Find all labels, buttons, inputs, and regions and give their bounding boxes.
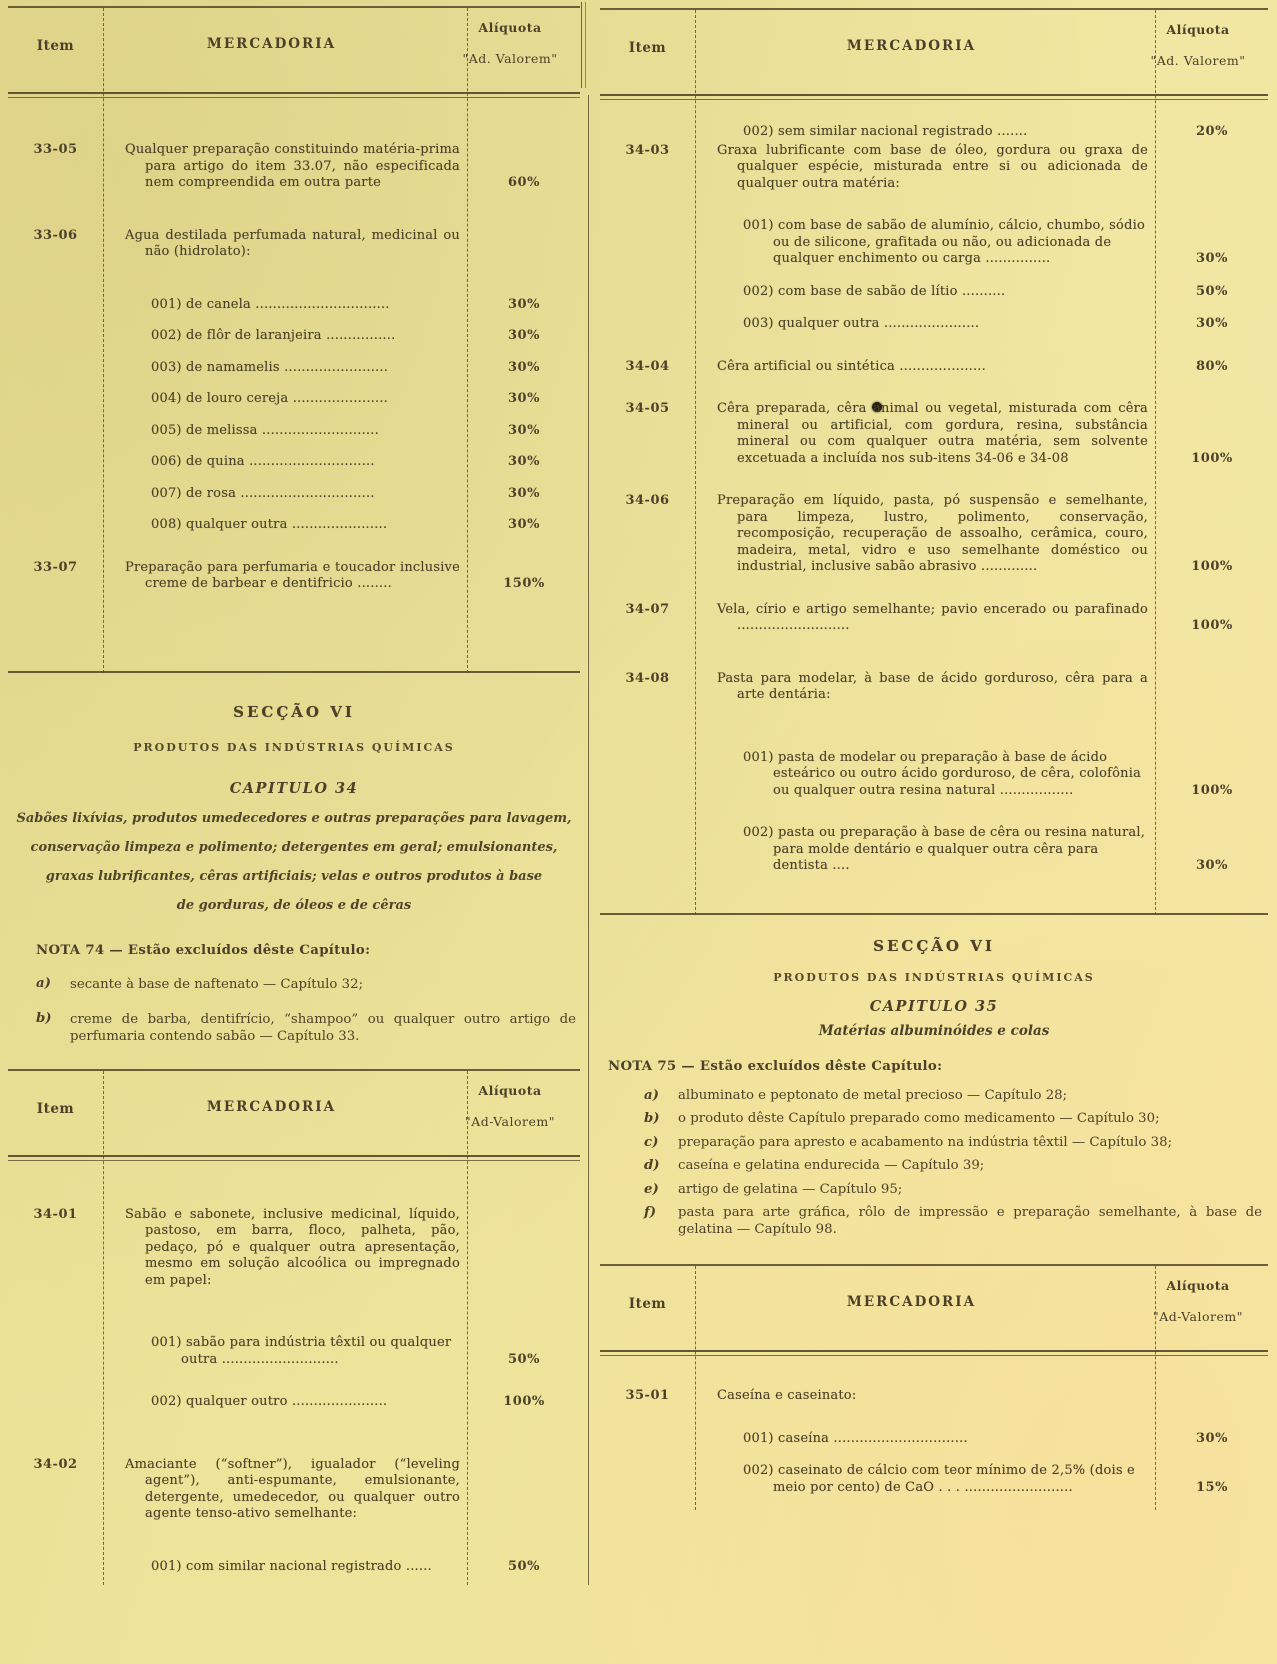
item-rate: 100% bbox=[1191, 782, 1233, 798]
item-rate: 30% bbox=[508, 454, 540, 469]
item-code: 34-06 bbox=[625, 493, 670, 508]
chapter-title: CAPITULO 35 bbox=[869, 997, 999, 1015]
table-row bbox=[600, 359, 1268, 376]
item-description: Cêra artificial ou sintética .................... bbox=[717, 358, 986, 374]
table-row bbox=[600, 143, 1268, 193]
table-row bbox=[8, 486, 580, 503]
item-rate: 60% bbox=[508, 175, 540, 190]
table-row bbox=[8, 360, 580, 377]
section-subtitle: PRODUTOS DAS INDÚSTRIAS QUÍMICAS bbox=[773, 970, 1095, 984]
item-rate: 30% bbox=[1196, 1430, 1228, 1446]
chapter-subtitle: Matérias albuminóides e colas bbox=[818, 1022, 1050, 1039]
item-rate: 30% bbox=[508, 422, 540, 438]
tariff-table-bottom-right bbox=[600, 1264, 1268, 1510]
nota-item-text: pasta para arte gráfica, rôlo de impressão e preparação semelhante, à base de gelatina — Capítulo 98. bbox=[678, 1205, 1262, 1237]
item-description: Cêra preparada, cêra animal ou vegetal, misturada com cêra mineral ou artificial, com gordura, resina, substância mineral ou com qualquer outra matéria, sem solvente excetuada a incluída nos sub-itens 34-06 e 34-08 bbox=[717, 401, 1148, 466]
header-aliquota: Alíquota "Ad-Valorem" bbox=[465, 1082, 555, 1129]
table-body bbox=[8, 1161, 580, 1586]
nota-item-label: b) bbox=[36, 1010, 52, 1026]
item-rate: 50% bbox=[508, 1558, 540, 1574]
subitem-description: 001) com base de sabão de alumínio, cálcio, chumbo, sódio ou de silicone, grafitada ou não, ou adicionada de qualquer enchimento ou carga ............... bbox=[743, 218, 1145, 266]
nota-item-text: albuminato e peptonato de metal precioso — Capítulo 28; bbox=[678, 1087, 1068, 1103]
subitem-description: 002) de flôr de laranjeira ................ bbox=[151, 328, 396, 343]
item-description: Preparação para perfumaria e toucador inclusive creme de barbear e dentifricio ........ bbox=[125, 559, 460, 591]
nota-item bbox=[644, 1158, 1262, 1175]
section-title: SECÇÃO VI bbox=[873, 936, 995, 955]
header-aliquota: Alíquota "Ad. Valorem" bbox=[462, 20, 558, 66]
item-description: Sabão e sabonete, inclusive medicinal, líquido, pastoso, em barra, floco, palheta, pão, pedaço, pó e qualquer outra apresentação, mesmo em solução alcoólica ou impregnado em papel: bbox=[125, 1206, 460, 1288]
nota-item-label: d) bbox=[644, 1158, 660, 1173]
subitem-description: 005) de melissa ........................... bbox=[151, 422, 379, 438]
item-description: Agua destilada perfumada natural, medicinal ou não (hidrolato): bbox=[125, 227, 460, 259]
subitem-description: 004) de louro cereja ...................... bbox=[151, 391, 389, 406]
subitem-description: 001) sabão para indústria têxtil ou qualquer outra ........................... bbox=[151, 1335, 452, 1367]
section-title: SECÇÃO VI bbox=[233, 702, 355, 721]
nota-item-text: creme de barba, dentifrício, “shampoo” ou qualquer outro artigo de perfumaria contendo sabão — Capítulo 33. bbox=[70, 1011, 576, 1044]
item-code: 34-03 bbox=[625, 142, 670, 158]
item-code: 35-01 bbox=[625, 1388, 670, 1403]
table-row bbox=[8, 1457, 580, 1523]
item-code: 34-04 bbox=[625, 358, 670, 374]
item-code: 33-06 bbox=[33, 227, 78, 243]
table-row bbox=[600, 1431, 1268, 1448]
tariff-table-top-right bbox=[600, 8, 1268, 915]
nota-item bbox=[644, 1135, 1262, 1152]
table-row bbox=[600, 602, 1268, 635]
nota-title: NOTA 75 — Estão excluídos dêste Capítulo: bbox=[608, 1058, 943, 1074]
item-rate: 100% bbox=[1191, 559, 1233, 574]
item-rate: 30% bbox=[508, 517, 540, 532]
item-description: Vela, círio e artigo semelhante; pavio encerado ou parafinado .......................... bbox=[717, 601, 1148, 633]
table-row bbox=[8, 560, 580, 593]
table-row bbox=[8, 423, 580, 440]
item-rate: 150% bbox=[503, 576, 545, 591]
nota-item bbox=[36, 1011, 576, 1045]
table-row bbox=[600, 1463, 1268, 1496]
item-description: Pasta para modelar, à base de ácido gorduroso, cêra para a arte dentária: bbox=[717, 670, 1148, 702]
nota-title: NOTA 74 — Estão excluídos dêste Capítulo: bbox=[36, 942, 371, 958]
subitem-description: 008) qualquer outra ...................... bbox=[151, 517, 388, 532]
item-rate: 15% bbox=[1196, 1479, 1228, 1495]
header-mercadoria: MERCADORIA bbox=[206, 36, 337, 52]
item-code: 34-02 bbox=[33, 1456, 78, 1472]
right-column bbox=[600, 8, 1268, 1510]
nota-item bbox=[644, 1182, 1262, 1199]
table-row bbox=[600, 671, 1268, 704]
chapter-title: CAPITULO 34 bbox=[229, 779, 359, 797]
nota-item bbox=[644, 1088, 1262, 1105]
section-heading-block bbox=[8, 703, 580, 913]
table-header bbox=[8, 1071, 580, 1155]
item-rate: 30% bbox=[508, 328, 540, 343]
subitem-description: 002) sem similar nacional registrado ....... bbox=[743, 124, 1028, 139]
header-mercadoria: MERCADORIA bbox=[846, 1294, 977, 1310]
table-row bbox=[8, 1207, 580, 1290]
subitem-description: 002) caseinato de cálcio com teor mínimo de 2,5% (dois e meio por cento) de CaO . . . ......................... bbox=[743, 1463, 1135, 1495]
table-row bbox=[600, 401, 1268, 467]
table-row bbox=[600, 284, 1268, 301]
subitem-description: 002) pasta ou preparação à base de cêra ou resina natural, para molde dentário e qualquer outra cêra para dentista .... bbox=[743, 825, 1146, 873]
table-row bbox=[600, 750, 1268, 800]
header-item: Item bbox=[628, 40, 667, 56]
nota-item-text: secante à base de naftenato — Capítulo 32; bbox=[70, 976, 364, 992]
table-row bbox=[600, 1388, 1268, 1405]
nota-item bbox=[644, 1205, 1262, 1238]
subitem-description: 001) com similar nacional registrado ...... bbox=[151, 1558, 432, 1574]
subitem-description: 001) de canela ............................... bbox=[151, 296, 390, 312]
subitem-description: 003) de namamelis ........................ bbox=[151, 359, 389, 375]
item-description: Graxa lubrificante com base de óleo, gordura ou graxa de qualquer espécie, misturada entre si ou adicionada de qualquer outra matéria: bbox=[717, 142, 1148, 191]
item-rate: 30% bbox=[508, 359, 540, 375]
subitem-description: 006) de quina ............................. bbox=[151, 454, 375, 469]
subitem-description: 001) caseína ............................... bbox=[743, 1430, 968, 1446]
table-row bbox=[600, 218, 1268, 268]
subitem-description: 007) de rosa ............................... bbox=[151, 485, 375, 501]
nota-item-text: caseína e gelatina endurecida — Capítulo 39; bbox=[678, 1158, 985, 1173]
nota-75 bbox=[600, 1059, 1268, 1239]
table-row bbox=[8, 1394, 580, 1411]
table-body bbox=[8, 98, 580, 671]
item-rate: 100% bbox=[1191, 450, 1233, 466]
item-rate: 30% bbox=[1196, 251, 1228, 266]
header-item: Item bbox=[36, 38, 75, 54]
item-rate: 100% bbox=[503, 1394, 545, 1409]
chapter-description: Sabões lixívias, produtos umedecedores e outras preparações para lavagem, conservação limpeza e polimento; detergentes em geral; emulsionantes, graxas lubrificantes, cêras artificiais; velas e outros produtos à base de gorduras, de óleos e de cêras bbox=[16, 810, 572, 913]
item-rate: 30% bbox=[1196, 316, 1228, 331]
header-aliquota: Alíquota "Ad-Valorem" bbox=[1153, 1278, 1243, 1324]
item-description: Preparação em líquido, pasta, pó suspensão e semelhante, para limpeza, lustro, polimento, conservação, recomposição, recuperação de assoalho, cerâmica, couro, madeira, metal, vidro e uso semelhante doméstico ou industrial, inclusive sabão abrasivo ............. bbox=[717, 493, 1148, 574]
item-code: 34-08 bbox=[625, 670, 670, 686]
subitem-description: 003) qualquer outra ...................... bbox=[743, 316, 980, 331]
table-row bbox=[8, 454, 580, 471]
subitem-description: 002) com base de sabão de lítio .......... bbox=[743, 283, 1006, 299]
header-aliquota: Alíquota "Ad. Valorem" bbox=[1150, 22, 1246, 68]
table-body bbox=[600, 1356, 1268, 1510]
subitem-description: 002) qualquer outro ...................... bbox=[151, 1394, 388, 1409]
table-header bbox=[600, 1266, 1268, 1350]
table-row bbox=[8, 517, 580, 534]
item-description: Qualquer preparação constituindo matéria-prima para artigo do item 33.07, não especificada nem compreendida em outra parte bbox=[125, 142, 460, 190]
nota-74 bbox=[8, 943, 580, 1045]
header-item: Item bbox=[628, 1296, 667, 1312]
table-row bbox=[8, 297, 580, 314]
section-subtitle: PRODUTOS DAS INDÚSTRIAS QUÍMICAS bbox=[133, 740, 455, 754]
item-code: 33-05 bbox=[33, 142, 78, 157]
item-rate: 80% bbox=[1196, 358, 1228, 374]
nota-item-label: a) bbox=[36, 975, 51, 991]
table-row bbox=[600, 124, 1268, 141]
tariff-table-top-left bbox=[8, 6, 580, 673]
item-rate: 30% bbox=[508, 296, 540, 312]
table-row bbox=[8, 391, 580, 408]
item-rate: 50% bbox=[1196, 283, 1228, 299]
item-rate: 100% bbox=[1191, 618, 1233, 633]
item-rate: 20% bbox=[1196, 124, 1228, 139]
table-row bbox=[8, 142, 580, 192]
table-row bbox=[600, 493, 1268, 576]
table-header bbox=[8, 8, 580, 92]
table-bottom-rule bbox=[600, 913, 1268, 915]
nota-item-text: preparação para apresto e acabamento na indústria têxtil — Capítulo 38; bbox=[678, 1134, 1173, 1150]
table-row bbox=[600, 316, 1268, 333]
item-code: 33-07 bbox=[33, 559, 78, 575]
header-item: Item bbox=[36, 1100, 75, 1117]
item-description: Amaciante (“softner”), igualador (“leveling agent”), anti-espumante, emulsionante, detergente, umedecedor, ou qualquer outro agente tenso-ativo semelhante: bbox=[125, 1456, 460, 1521]
nota-item-label: f) bbox=[644, 1205, 657, 1220]
header-mercadoria: MERCADORIA bbox=[206, 1098, 337, 1115]
section-heading-block bbox=[600, 937, 1268, 1039]
nota-item-label: b) bbox=[644, 1111, 660, 1126]
item-rate: 50% bbox=[508, 1351, 540, 1367]
table-body bbox=[600, 100, 1268, 913]
nota-item-label: c) bbox=[644, 1134, 659, 1150]
item-code: 34-01 bbox=[33, 1206, 78, 1222]
subitem-description: 001) pasta de modelar ou preparação à base de ácido esteárico ou outro ácido gorduroso, de cêra, colofônia ou qualquer outra resina natural ................. bbox=[743, 749, 1142, 798]
table-row bbox=[8, 328, 580, 345]
item-rate: 30% bbox=[508, 391, 540, 406]
nota-item bbox=[36, 976, 576, 993]
table-row bbox=[8, 1559, 580, 1576]
item-description: Caseína e caseinato: bbox=[717, 1388, 857, 1403]
nota-item-label: e) bbox=[644, 1181, 659, 1197]
center-divider-top bbox=[581, 2, 586, 88]
table-row bbox=[8, 228, 580, 261]
item-code: 34-07 bbox=[625, 601, 670, 617]
nota-item-label: a) bbox=[644, 1087, 659, 1103]
item-rate: 30% bbox=[508, 485, 540, 501]
nota-item-text: artigo de gelatina — Capítulo 95; bbox=[678, 1181, 903, 1197]
center-divider bbox=[588, 95, 589, 1585]
table-row bbox=[8, 1335, 580, 1368]
header-mercadoria: MERCADORIA bbox=[846, 38, 977, 54]
table-row bbox=[600, 825, 1268, 875]
nota-item bbox=[644, 1111, 1262, 1128]
item-code: 34-05 bbox=[625, 401, 670, 416]
tariff-table-bottom-left bbox=[8, 1069, 580, 1586]
item-rate: 30% bbox=[1196, 858, 1228, 873]
left-column bbox=[8, 6, 580, 1585]
nota-item-text: o produto dêste Capítulo preparado como medicamento — Capítulo 30; bbox=[678, 1111, 1160, 1126]
table-header bbox=[600, 10, 1268, 94]
table-bottom-rule bbox=[8, 671, 580, 673]
